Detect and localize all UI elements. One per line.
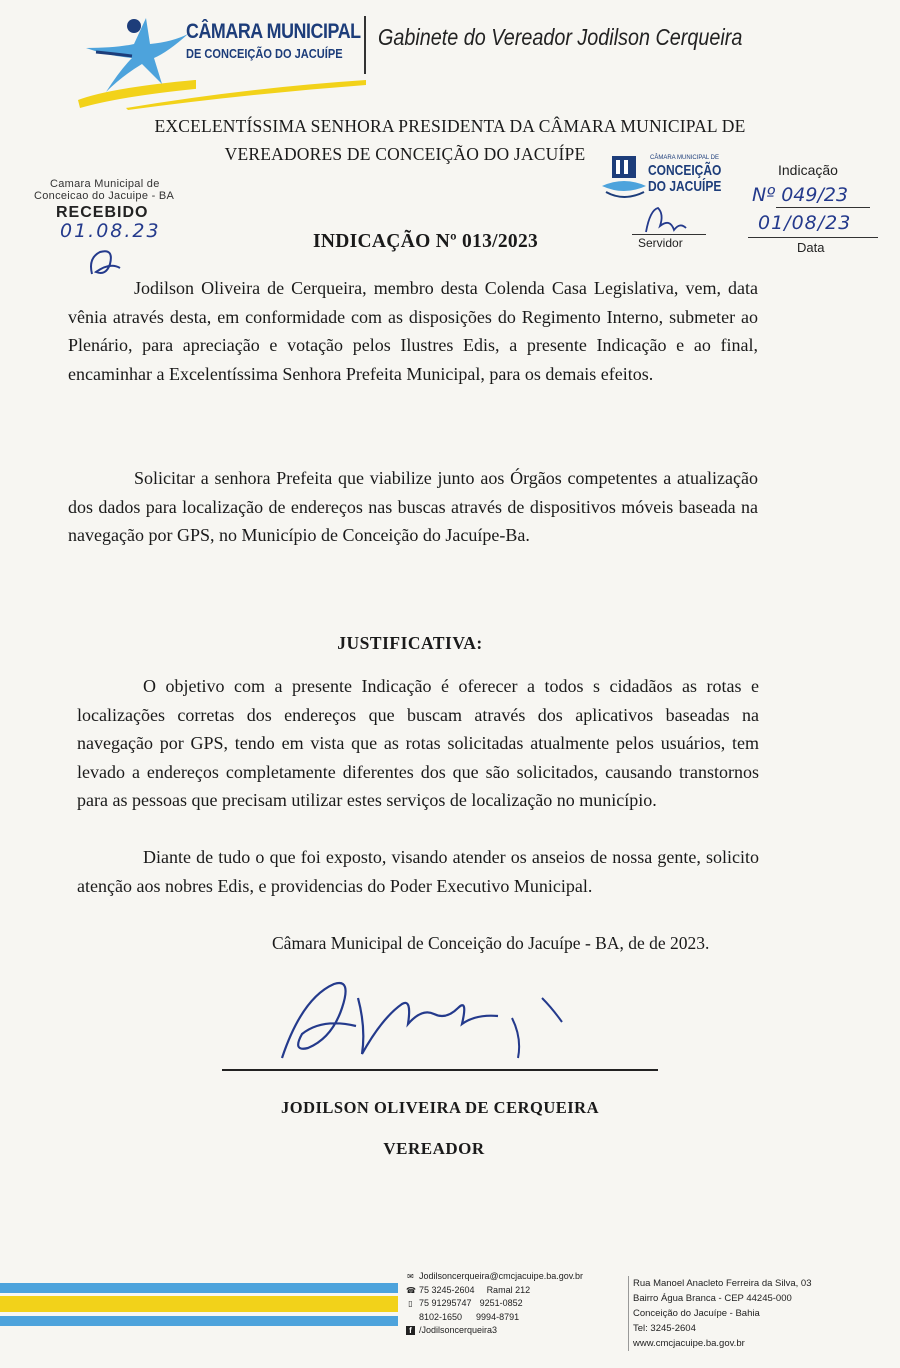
header-divider	[364, 16, 366, 74]
justification-heading: JUSTIFICATIVA:	[337, 633, 483, 653]
email-icon: ✉	[407, 1272, 414, 1282]
footer-mobile-4: 9994-8791	[476, 1311, 520, 1322]
paragraph-justification: O objetivo com a presente Indicação é oferecer a todos s cidadãos as rotas e localizações corretas dos endereços que buscam através dos aplicativos baseadas na navegação por GPS, tendo em vista que as rotas solicitadas atualmente pelos usuários, tem levado a endereços completamente diferentes dos que são solicitados, causando transtornos para as pessoas que precisam utilizar estes serviços de localização no município.	[77, 676, 759, 811]
mini-logo-line-1: CONCEIÇÃO	[648, 162, 722, 179]
footer-mobile-row-2	[406, 1311, 626, 1325]
city-crest-icon	[598, 152, 648, 202]
signer-name: JODILSON OLIVEIRA DE CERQUEIRA	[280, 1098, 600, 1117]
logo-swoosh	[126, 80, 366, 110]
paragraph-request: Solicitar a senhora Prefeita que viabilize junto aos Órgãos competentes a atualização dos dados para localização de endereços nas buscas através de dispositivos móveis baseada na navegação por GPS, no Município de Conceição do Jacuípe-Ba.	[68, 468, 758, 546]
address-line-1: EXCELENTÍSSIMA SENHORA PRESIDENTA DA CÂMARA MUNICIPAL DE	[154, 116, 746, 136]
mini-logo-line-2: DO JACUÍPE	[648, 178, 722, 195]
footer-band-yellow	[0, 1296, 398, 1312]
mini-logo-top: CÂMARA MUNICIPAL DE	[650, 155, 720, 161]
received-stamp	[34, 178, 214, 278]
footer-band-blue	[0, 1283, 398, 1293]
footer-contacts	[406, 1270, 626, 1338]
document-title: INDICAÇÃO Nº 013/2023	[313, 231, 539, 252]
footer-mobile-row	[406, 1297, 626, 1311]
footer-mobile-2: 9251-0852	[479, 1298, 523, 1308]
footer-phone-row	[406, 1284, 626, 1298]
signer-role: VEREADOR	[383, 1139, 485, 1158]
received-label: RECEBIDO	[56, 204, 149, 221]
footer-address-line-1: Rua Manoel Anacleto Ferreira da Silva, 03	[633, 1278, 812, 1289]
address-line-2: VEREADORES DE CONCEIÇÃO DO JACUÍPE	[224, 144, 586, 164]
footer-social: /Jodilsoncerqueira3	[419, 1325, 498, 1335]
mini-chamber-logo	[598, 150, 728, 204]
received-org-line-1: Camara Municipal de	[50, 178, 160, 190]
footer-address-line-4: Tel: 3245-2604	[633, 1323, 696, 1334]
footer-band-blue-2	[0, 1316, 398, 1326]
indicacao-date-line	[748, 237, 878, 238]
logo-title: CÂMARA MUNICIPAL	[186, 20, 361, 43]
footer-address-line-5: www.cmcjacuipe.ba.gov.br	[633, 1338, 745, 1349]
paragraph-conclusion: Diante de tudo o que foi exposto, visando atender os anseios de nossa gente, solicito atenção aos nobres Edis, e providencias do Poder Executivo Municipal.	[77, 847, 759, 896]
footer-social-row	[406, 1324, 626, 1338]
indicacao-number: Nº 049/23	[752, 184, 849, 206]
footer-phone: 75 3245-2604	[419, 1284, 475, 1295]
indicacao-date: 01/08/23	[758, 212, 852, 234]
servidor-label: Servidor	[638, 236, 683, 250]
mobile-icon: ▯	[408, 1299, 413, 1309]
footer-address-line-2: Bairro Água Branca - CEP 44245-000	[633, 1293, 792, 1304]
indicacao-label: Indicação	[778, 162, 838, 178]
facebook-icon: f	[406, 1326, 415, 1335]
data-label: Data	[797, 240, 825, 255]
phone-icon: ☎	[406, 1285, 416, 1295]
footer-address-line-3: Conceição do Jacuípe - Bahia	[633, 1308, 760, 1319]
footer-address	[628, 1276, 863, 1351]
received-date: 01.08.23	[60, 220, 161, 242]
logo-subtitle: DE CONCEIÇÃO DO JACUÍPE	[186, 46, 343, 61]
received-org-line-2: Conceicao do Jacuipe - BA	[34, 190, 175, 202]
signature-line	[222, 1069, 658, 1071]
indicacao-number-line	[776, 207, 870, 208]
footer-email-row	[406, 1270, 626, 1284]
footer-extension: Ramal 212	[486, 1284, 531, 1295]
handwritten-signature	[262, 968, 582, 1078]
footer-mobile-1: 75 91295747	[419, 1298, 472, 1308]
footer-email: Jodilsoncerqueira@cmcjacuipe.ba.gov.br	[419, 1271, 584, 1281]
servidor-signature	[640, 204, 690, 238]
office-title: Gabinete do Vereador Jodilson Cerqueira	[378, 24, 743, 50]
closing-line: Câmara Municipal de Conceição do Jacuípe - BA, de de 2023.	[272, 933, 710, 953]
paragraph-intro: Jodilson Oliveira de Cerqueira, membro desta Colenda Casa Legislativa, vem, data vênia através desta, em conformidade com as disposições do Regimento Interno, submeter ao Plenário, para apreciação e votação pelos Ilustres Edis, a presente Indicação e ao final, encaminhar a Excelentíssima Senhora Prefeita Municipal, para os demais efeitos.	[68, 278, 758, 384]
footer-mobile-3: 8102-1650	[419, 1311, 463, 1322]
servidor-line	[632, 234, 706, 235]
